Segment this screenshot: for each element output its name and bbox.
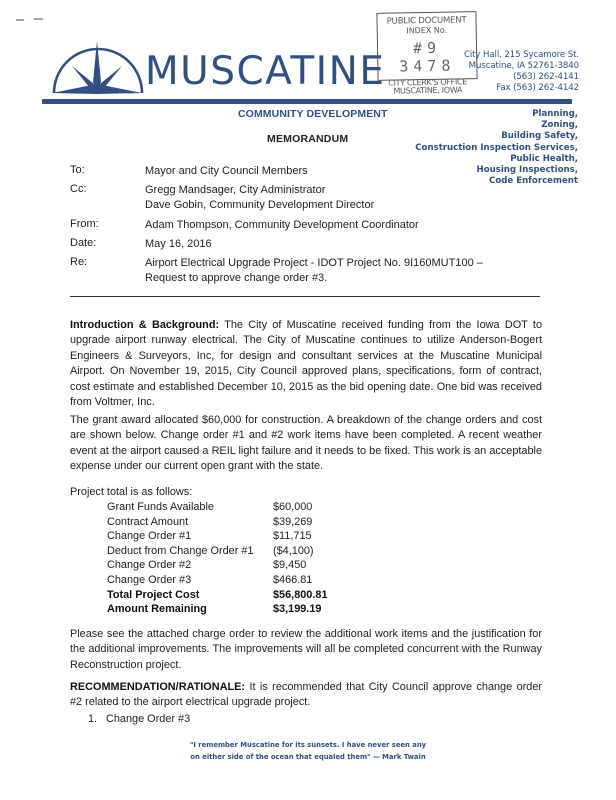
project-totals-table [107,500,363,617]
totals-row [107,515,363,530]
from-label: From: [70,218,99,230]
totals-row [107,500,363,515]
intro-heading: Introduction & Background: [70,319,220,331]
total-project-cost-row [107,588,363,603]
list-item [88,713,190,725]
re-label: Re: [70,256,88,268]
service-item: Planning, [532,109,578,119]
totals-label: Total Project Cost [107,588,200,601]
recommendation-text: It is recommended that City Council approve change order #2 related to the airport electrical upgrade project. [70,681,542,709]
totals-row [107,573,363,588]
from-value: Adam Thompson, Community Development Coordinator [145,219,419,231]
totals-row [107,558,363,573]
service-item: Housing Inspections, [476,165,578,176]
date-label: Date: [70,237,97,249]
totals-value: $466.81 [273,573,313,586]
quote-line-1: "I remember Muscatine for its sunsets. I have never seen any [189,741,427,749]
quote-line-2: on either side of the ocean that equaled them" — Mark Twain [190,753,426,761]
city-hall-address [464,50,579,94]
service-item: Zoning, [541,120,578,131]
intro-paragraph [70,318,542,410]
recommendation-paragraph [70,680,542,711]
header-rule [42,99,572,104]
fax-number: Fax (563) 262-4142 [496,83,579,93]
cc-label: Cc: [70,183,87,195]
scan-artifact [16,17,56,23]
stamp-line-3: CITY CLERK'S OFFICE [388,77,468,88]
totals-value: ($4,100) [273,544,314,557]
date-value: May 16, 2016 [145,238,212,250]
list-text: Change Order #3 [106,713,191,725]
cc-value-2: Dave Gobin, Community Development Director [145,199,375,211]
totals-label: Change Order #2 [107,559,192,572]
brand-name: MUSCATINE [145,49,386,94]
address-line: City Hall, 215 Sycamore St. [463,50,579,60]
re-value-2: Request to approve change order #3. [145,272,328,284]
service-item: Building Safety, [501,131,578,142]
totals-label: Change Order #1 [107,530,192,543]
totals-intro: Project total is as follows: [70,486,193,498]
memo-title: MEMORANDUM [267,133,349,145]
totals-value: $56,800.81 [273,588,328,601]
service-item: Public Health, [510,153,578,164]
to-value: Mayor and City Council Members [145,165,308,177]
totals-value: $39,269 [273,515,313,528]
phone-number: (563) 262-4141 [513,72,579,82]
footer-quote [0,739,616,763]
totals-label: Grant Funds Available [107,501,214,513]
totals-label: Contract Amount [107,515,189,528]
header-divider [70,296,540,297]
compass-logo-icon [50,38,145,94]
stamp-line-4: MUSCATINE, IOWA [393,85,463,96]
public-document-stamp [376,11,477,96]
totals-value: $9,450 [273,559,307,572]
department-name: COMMUNITY DEVELOPMENT [238,108,388,120]
list-number: 1. [88,713,98,725]
grant-paragraph: The grant award allocated $60,000 for construction. A breakdown of the change orders and cost are shown below. Change order #1 and #2 work items have been completed. A recent weather event at the airport caused a REIL light failure and it needs to be fixed. This work is an acceptable expense under our current open grant with the state. [70,414,542,473]
intro-text: The City of Muscatine received funding from the Iowa DOT to upgrade airport runway electrical. The City of Muscatine continues to utilize Anderson-Bogert Engineers & Surveyors, Inc, for design and consultant services at the Muscatine Municipal Airport. On November 19, 2015, City Council approved plans, specifications, form of contract, cost estimate and established December 10, 2015 as the bid opening date. One bid was received from Voltmer, Inc. [70,319,542,409]
totals-value: $60,000 [273,501,313,513]
amount-remaining-row [107,602,363,617]
stamp-index-number: #9 3478 [399,38,456,76]
services-list [415,109,578,187]
re-value-1: Airport Electrical Upgrade Project - IDOT Project No. 9I160MUT100 – [145,257,483,269]
service-item: Code Enforcement [489,176,578,187]
totals-row [107,544,363,559]
address-line: Muscatine, IA 52761-3840 [468,61,579,71]
totals-label: Amount Remaining [107,603,207,616]
totals-label: Change Order #3 [107,573,192,586]
totals-value: $11,715 [273,530,312,543]
totals-row [107,529,363,544]
stamp-line-2: INDEX No. [406,25,448,36]
totals-value: $3,199.19 [273,603,322,616]
recommendation-heading: RECOMMENDATION/RATIONALE: [70,681,246,693]
cc-value-1: Gregg Mandsager, City Administrator [145,184,326,196]
stamp-line-1: PUBLIC DOCUMENT [386,15,467,27]
attached-order-paragraph: Please see the attached charge order to review the additional work items and the justification for the additional improvements. The improvements will all be completed concurrent with the Runway Reconstruction project. [70,628,542,671]
totals-label: Deduct from Change Order #1 [107,544,254,557]
to-label: To: [70,164,85,176]
service-item: Construction Inspection Services, [415,142,578,153]
